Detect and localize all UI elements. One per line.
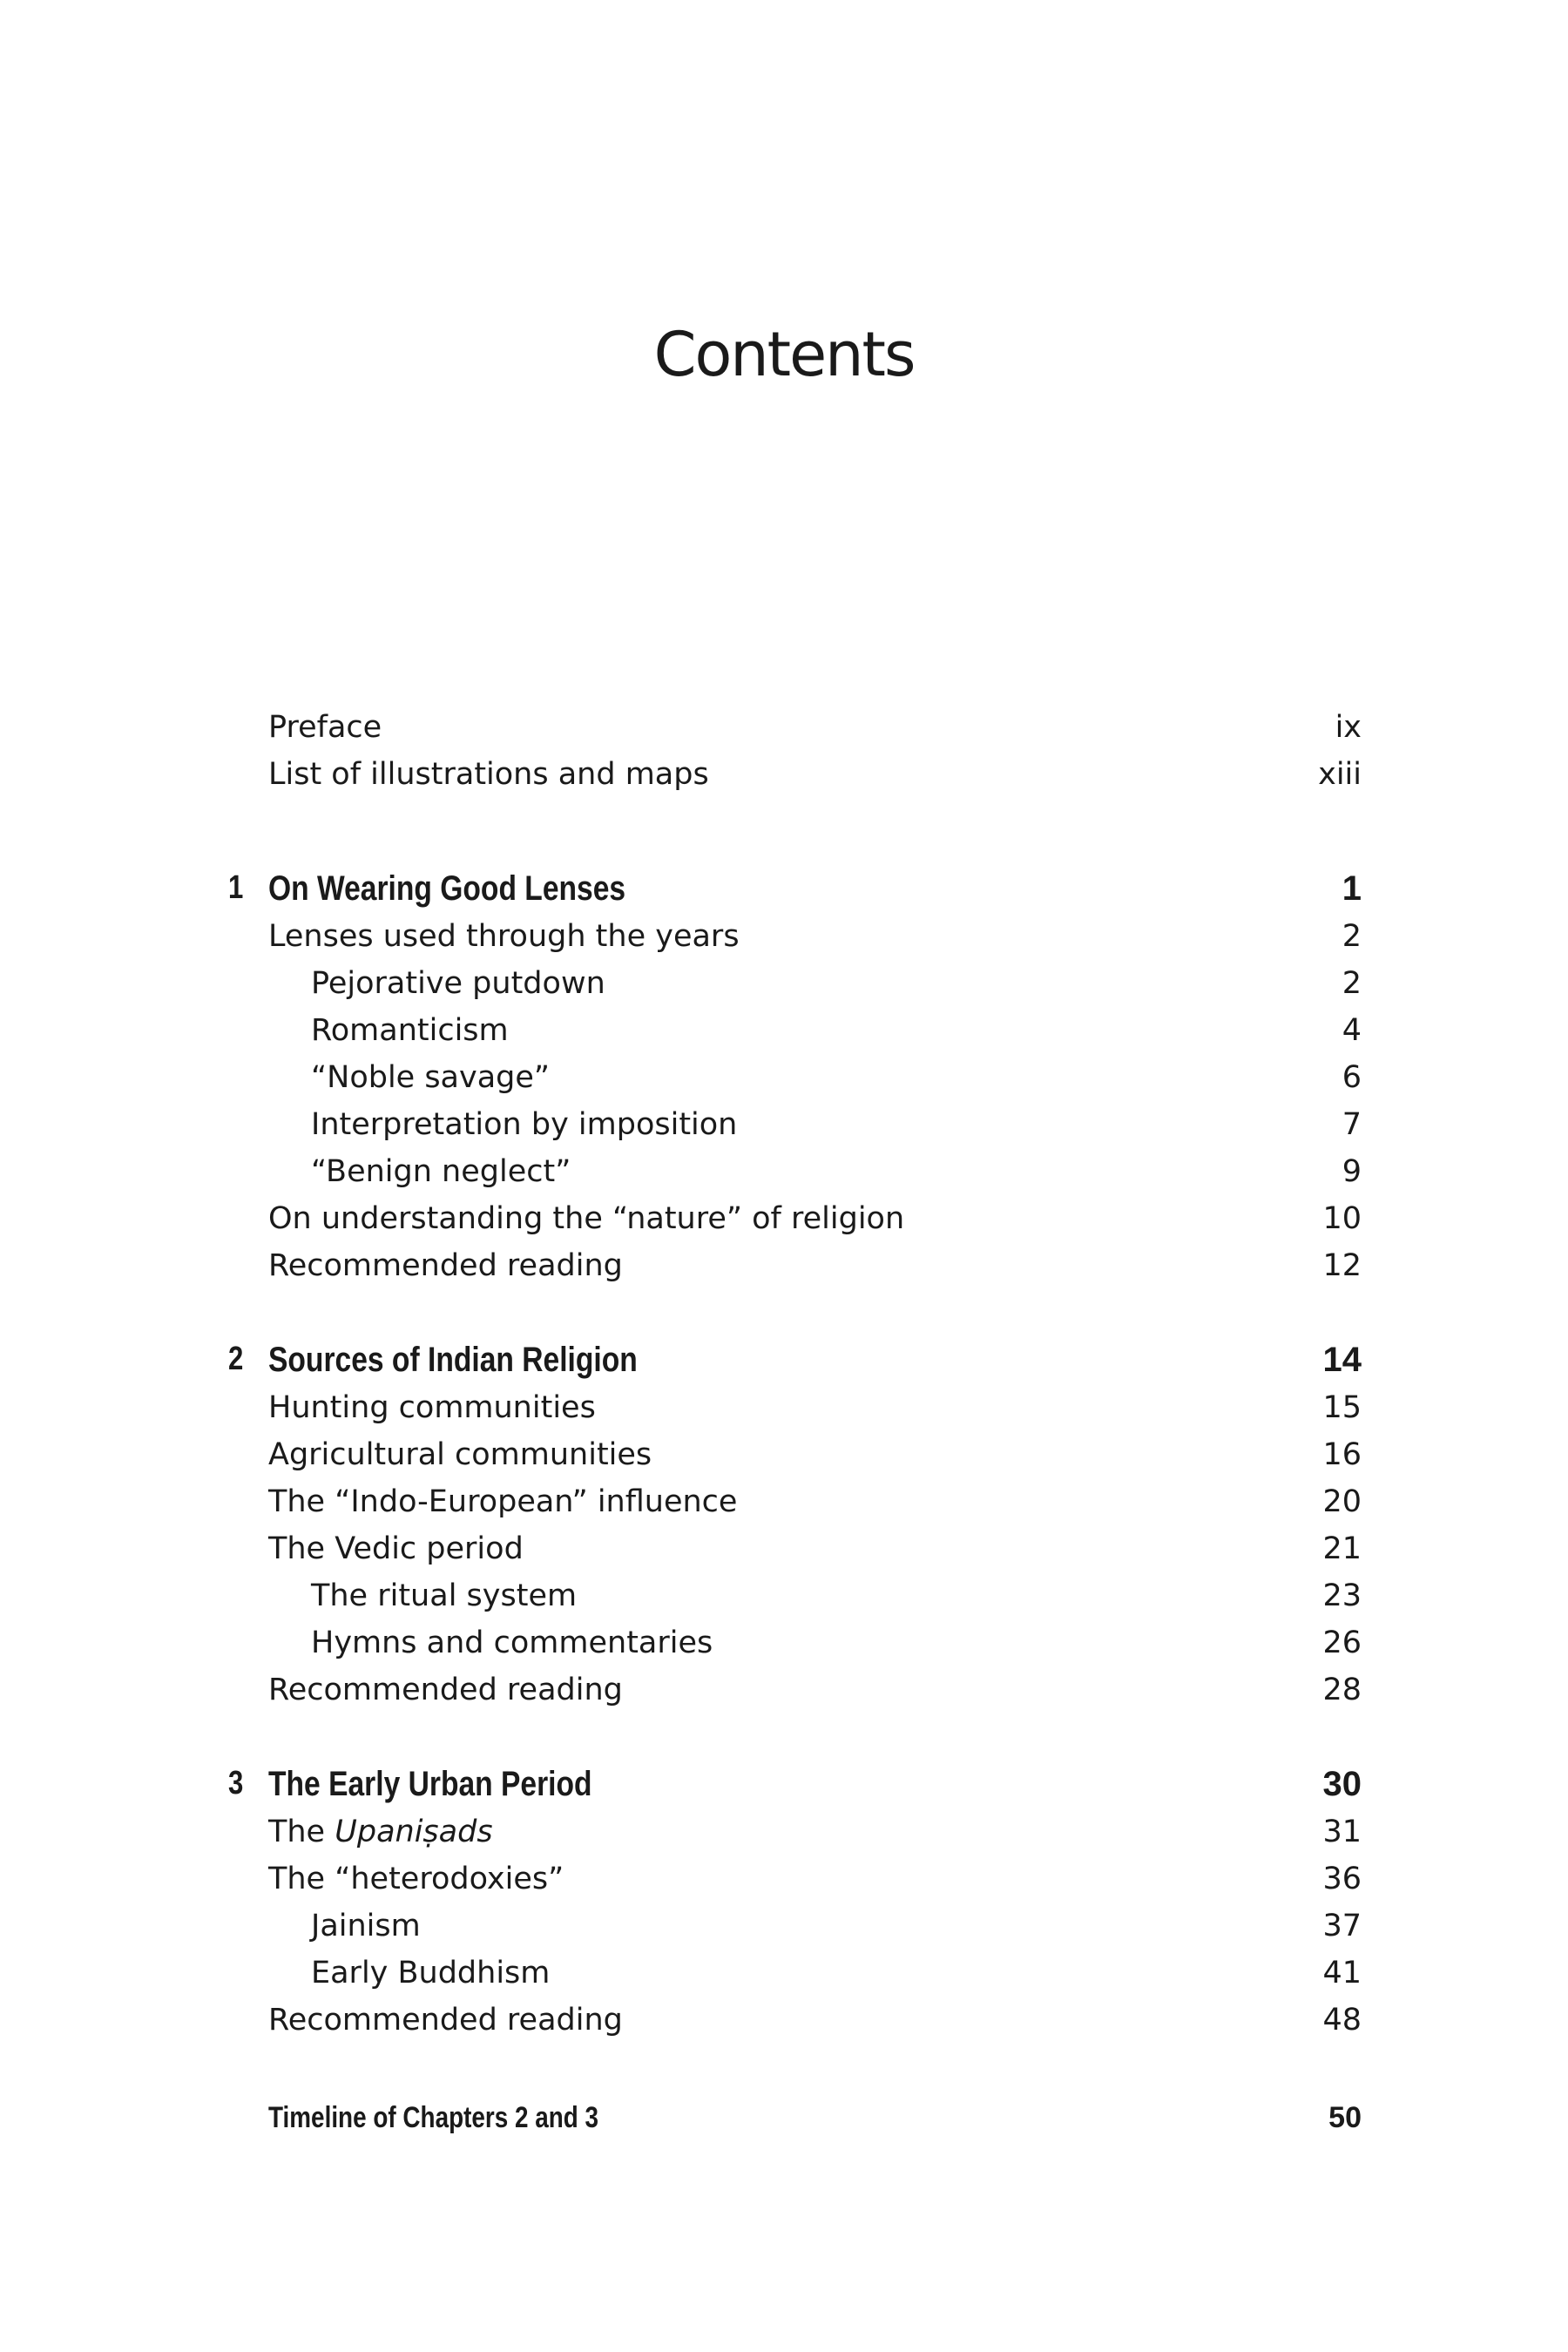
toc-entry-page: 16 [1322, 1437, 1362, 1472]
chapter-heading-2[interactable] [0, 1341, 1568, 1388]
toc-entry[interactable] [0, 1248, 1568, 1295]
toc-entry[interactable] [0, 1390, 1568, 1437]
toc-entry-label: Recommended reading [268, 1673, 623, 1707]
toc-subentry[interactable] [0, 1956, 1568, 2003]
toc-entry-label: Hymns and commentaries [311, 1625, 713, 1660]
toc-entry-page: 26 [1322, 1625, 1362, 1660]
chapter-heading-1[interactable] [0, 869, 1568, 916]
toc-entry-timeline[interactable] [0, 2101, 1568, 2148]
toc-entry-label: “Noble savage” [311, 1060, 551, 1095]
toc-entry-label: Lenses used through the years [268, 919, 740, 954]
toc-subentry[interactable] [0, 966, 1568, 1013]
toc-subentry[interactable] [0, 1060, 1568, 1107]
toc-subentry[interactable] [0, 1154, 1568, 1201]
toc-entry-page: ix [1335, 710, 1362, 745]
toc-entry-label: Interpretation by imposition [311, 1107, 738, 1142]
toc-entry-page: 2 [1342, 919, 1362, 954]
toc-entry[interactable] [0, 1531, 1568, 1578]
toc-entry-preface[interactable] [0, 710, 1568, 757]
toc-entry-page: 36 [1322, 1862, 1362, 1896]
toc-entry-list-of-illustrations[interactable] [0, 757, 1568, 804]
toc-entry-label: The Vedic period [268, 1531, 524, 1566]
toc-subentry[interactable] [0, 1107, 1568, 1154]
chapter-heading-3[interactable] [0, 1765, 1568, 1812]
toc-entry[interactable] [0, 1815, 1568, 1862]
chapter-number: 2 [228, 1341, 244, 1377]
toc-entry-page: 7 [1342, 1107, 1362, 1142]
chapter-title: Sources of Indian Religion [268, 1341, 638, 1379]
toc-entry[interactable] [0, 1862, 1568, 1909]
toc-entry-page: xiii [1318, 757, 1362, 792]
toc-entry-page: 9 [1342, 1154, 1362, 1189]
toc-entry-page: 28 [1322, 1673, 1362, 1707]
toc-entry-label: Early Buddhism [311, 1956, 551, 1990]
toc-entry[interactable] [0, 1437, 1568, 1484]
toc-entry-label: Timeline of Chapters 2 and 3 [268, 2101, 599, 2134]
toc-entry-page: 4 [1342, 1013, 1362, 1048]
toc-entry-page: 10 [1322, 1201, 1362, 1236]
toc-entry-page: 2 [1342, 966, 1362, 1001]
toc-subentry[interactable] [0, 1625, 1568, 1673]
toc-entry-label: The “heterodoxies” [268, 1862, 564, 1896]
chapter-page: 30 [1322, 1765, 1362, 1803]
toc-entry-page: 31 [1322, 1815, 1362, 1849]
toc-entry-label: Pejorative putdown [311, 966, 605, 1001]
toc-entry-label: The “Indo-European” influence [268, 1484, 738, 1519]
toc-entry[interactable] [0, 919, 1568, 966]
toc-entry-label: Hunting communities [268, 1390, 596, 1425]
toc-entry-label-prefix: The [268, 1815, 335, 1849]
toc-entry-page: 21 [1322, 1531, 1362, 1566]
toc-entry-label: Romanticism [311, 1013, 509, 1048]
chapter-page: 14 [1322, 1341, 1362, 1379]
toc-entry-page: 48 [1322, 2003, 1362, 2038]
toc-entry[interactable] [0, 1484, 1568, 1531]
chapter-page: 1 [1342, 869, 1362, 908]
toc-subentry[interactable] [0, 1909, 1568, 1956]
toc-subentry[interactable] [0, 1578, 1568, 1625]
toc-entry-page: 23 [1322, 1578, 1362, 1613]
page-title: Contents [653, 319, 915, 390]
toc-entry-label: “Benign neglect” [311, 1154, 571, 1189]
toc-entry-label: Recommended reading [268, 2003, 623, 2038]
toc-entry-label: Jainism [311, 1909, 421, 1943]
toc-entry-page: 15 [1322, 1390, 1362, 1425]
toc-entry-page: 41 [1322, 1956, 1362, 1990]
toc-entry-label: The ritual system [311, 1578, 578, 1613]
toc-entry-page: 20 [1322, 1484, 1362, 1519]
toc-entry-label: Recommended reading [268, 1248, 623, 1283]
toc-entry-label: List of illustrations and maps [268, 757, 709, 792]
toc-entry[interactable] [0, 2003, 1568, 2050]
chapter-title: The Early Urban Period [268, 1765, 592, 1803]
toc-entry[interactable] [0, 1201, 1568, 1248]
toc-entry-label: Preface [268, 710, 382, 745]
chapter-title: On Wearing Good Lenses [268, 869, 626, 908]
toc-entry-page: 12 [1322, 1248, 1362, 1283]
toc-entry-page: 50 [1328, 2101, 1362, 2134]
toc-entry[interactable] [0, 1673, 1568, 1720]
toc-entry-label [268, 1815, 493, 1849]
toc-entry-label: On understanding the “nature” of religion [268, 1201, 905, 1236]
toc-subentry[interactable] [0, 1013, 1568, 1060]
toc-entry-page: 37 [1322, 1909, 1362, 1943]
toc-entry-page: 6 [1342, 1060, 1362, 1095]
chapter-number: 1 [228, 869, 244, 906]
toc-entry-label-italic: Upaniṣads [335, 1815, 493, 1849]
chapter-number: 3 [228, 1765, 244, 1801]
toc-entry-label: Agricultural communities [268, 1437, 652, 1472]
